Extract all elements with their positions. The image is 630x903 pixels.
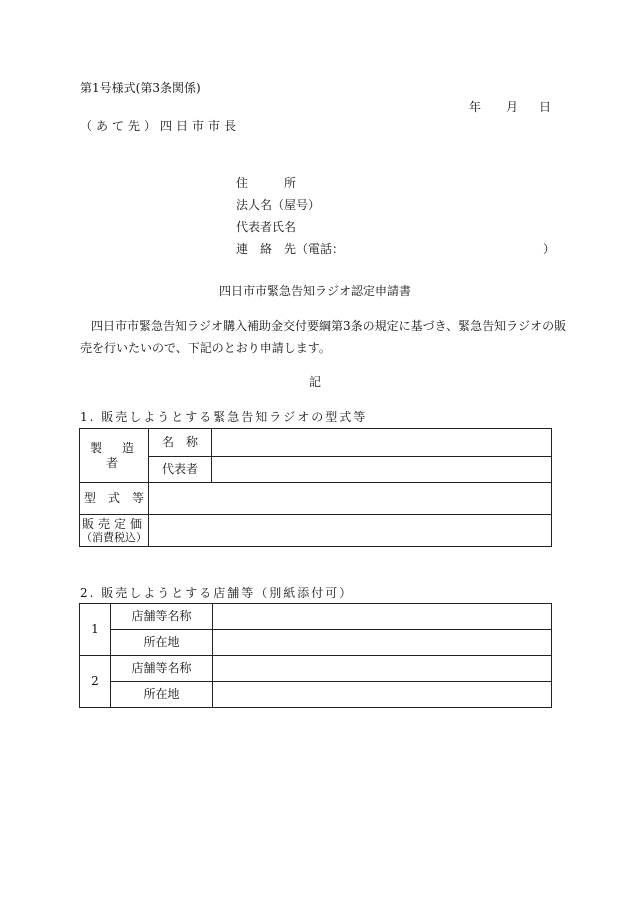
manufacturer-name-label: 名 称 <box>149 429 212 457</box>
contact-label: 連 絡 先（電話： <box>236 242 345 256</box>
ki-heading: 記 <box>308 375 321 389</box>
model-field[interactable] <box>149 483 552 515</box>
manufacturer-representative-label: 代表者 <box>149 457 212 483</box>
year-label: 年 <box>469 100 482 114</box>
section2-heading: 2. 販売しようとする店舗等（別紙添付可） <box>80 586 354 600</box>
representative-name-label: 代表者氏名 <box>236 220 297 234</box>
store-name-label-2: 店舗等名称 <box>111 656 213 682</box>
store-location-label-2: 所在地 <box>111 682 213 708</box>
price-label-line1: 販売定価 <box>81 516 146 531</box>
store-number-1: 1 <box>80 604 111 656</box>
manufacturer-name-field[interactable] <box>212 429 552 457</box>
store-name-label-1: 店舗等名称 <box>111 604 213 630</box>
price-label-line2: （消費税込） <box>81 531 147 545</box>
stores-table <box>79 603 552 708</box>
store-name-field-1[interactable] <box>213 604 552 630</box>
price-label <box>80 515 149 547</box>
store-location-label-1: 所在地 <box>111 630 213 656</box>
contact-close-paren: ） <box>543 242 556 256</box>
body-line-2: 売を行いたいので、下記のとおり申請します。 <box>80 341 331 355</box>
store-location-field-2[interactable] <box>213 682 552 708</box>
month-label: 月 <box>506 100 519 114</box>
manufacturer-representative-field[interactable] <box>212 457 552 483</box>
address-label: 住 所 <box>236 176 297 190</box>
manufacturer-label: 製 造 者 <box>80 429 149 483</box>
store-number-2: 2 <box>80 656 111 708</box>
store-location-field-1[interactable] <box>213 630 552 656</box>
store-name-field-2[interactable] <box>213 656 552 682</box>
document-title: 四日市市緊急告知ラジオ認定申請書 <box>218 284 411 298</box>
body-line-1: 四日市市緊急告知ラジオ購入補助金交付要綱第3条の規定に基づき、緊急告知ラジオの販 <box>91 319 567 333</box>
corp-name-label: 法人名（屋号） <box>236 198 321 212</box>
model-label: 型 式 等 <box>80 483 149 515</box>
section1-heading: 1. 販売しようとする緊急告知ラジオの型式等 <box>80 410 368 424</box>
radio-model-table <box>79 428 552 547</box>
day-label: 日 <box>539 100 552 114</box>
addressee: （あて先）四日市市長 <box>80 119 241 133</box>
form-number: 第1号様式(第3条関係) <box>80 81 201 95</box>
price-field[interactable] <box>149 515 552 547</box>
